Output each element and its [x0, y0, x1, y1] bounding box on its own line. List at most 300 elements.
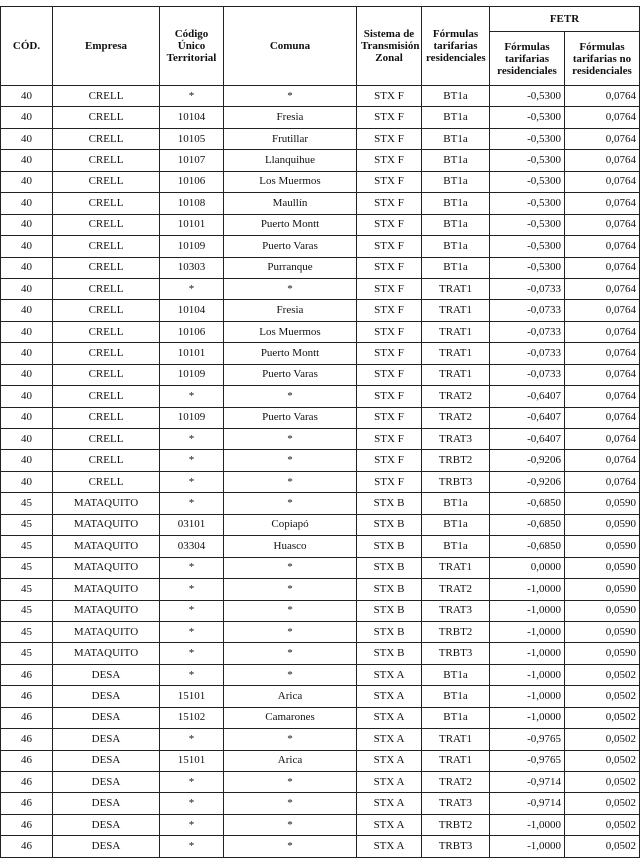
sistema-cell: STX B	[357, 514, 422, 535]
fetr-nores-cell: 0,0764	[565, 364, 640, 385]
formula-cell: TRAT1	[422, 729, 490, 750]
formula-cell: BT1a	[422, 257, 490, 278]
formula-cell: BT1a	[422, 514, 490, 535]
table-row	[1, 557, 640, 578]
table-row	[1, 750, 640, 771]
fetr-res-cell: -0,9714	[490, 793, 565, 814]
fetr-res-cell: -1,0000	[490, 600, 565, 621]
empresa-cell: CRELL	[53, 450, 160, 471]
fetr-nores-cell: 0,0502	[565, 772, 640, 793]
cod-cell: 45	[1, 536, 53, 557]
fetr-res-cell: -0,9714	[490, 772, 565, 793]
table-row	[1, 86, 640, 107]
fetr-res-cell: -1,0000	[490, 579, 565, 600]
fetr-res-cell: -1,0000	[490, 686, 565, 707]
comuna-cell: *	[224, 471, 357, 492]
table-row	[1, 686, 640, 707]
cod-cell: 40	[1, 278, 53, 299]
codigo-cell: *	[160, 729, 224, 750]
comuna-cell: Camarones	[224, 707, 357, 728]
fetr-nores-cell: 0,0590	[565, 579, 640, 600]
empresa-cell: DESA	[53, 750, 160, 771]
table-row	[1, 493, 640, 514]
codigo-cell: *	[160, 579, 224, 600]
sistema-cell: STX F	[357, 107, 422, 128]
sistema-cell: STX F	[357, 86, 422, 107]
codigo-cell: 10104	[160, 107, 224, 128]
empresa-cell: CRELL	[53, 214, 160, 235]
cod-cell: 40	[1, 321, 53, 342]
codigo-cell: 03304	[160, 536, 224, 557]
fetr-res-cell: -1,0000	[490, 707, 565, 728]
table-row	[1, 772, 640, 793]
cod-cell: 45	[1, 514, 53, 535]
formula-cell: BT1a	[422, 171, 490, 192]
fetr-res-cell: -0,6850	[490, 536, 565, 557]
comuna-cell: Puerto Varas	[224, 407, 357, 428]
empresa-cell: CRELL	[53, 193, 160, 214]
comuna-cell: *	[224, 557, 357, 578]
sistema-cell: STX F	[357, 278, 422, 299]
fetr-nores-cell: 0,0764	[565, 257, 640, 278]
fetr-res-cell: -0,6850	[490, 514, 565, 535]
codigo-cell: 15102	[160, 707, 224, 728]
empresa-cell: CRELL	[53, 128, 160, 149]
codigo-cell: *	[160, 493, 224, 514]
cod-cell: 40	[1, 386, 53, 407]
table-row	[1, 321, 640, 342]
cod-cell: 46	[1, 772, 53, 793]
sistema-cell: STX F	[357, 150, 422, 171]
table-row	[1, 579, 640, 600]
cod-cell: 46	[1, 686, 53, 707]
table-row	[1, 664, 640, 685]
formula-cell: TRAT3	[422, 429, 490, 450]
fetr-nores-cell: 0,0502	[565, 836, 640, 857]
codigo-cell: *	[160, 772, 224, 793]
formula-cell: BT1a	[422, 707, 490, 728]
sistema-cell: STX A	[357, 729, 422, 750]
cod-cell: 40	[1, 107, 53, 128]
table-row	[1, 836, 640, 857]
table-row	[1, 600, 640, 621]
table-row	[1, 707, 640, 728]
cod-cell: 40	[1, 214, 53, 235]
sistema-cell: STX F	[357, 471, 422, 492]
empresa-cell: CRELL	[53, 107, 160, 128]
fetr-res-cell: -0,9765	[490, 750, 565, 771]
fetr-nores-cell: 0,0764	[565, 236, 640, 257]
table-row	[1, 171, 640, 192]
formula-cell: BT1a	[422, 128, 490, 149]
cod-cell: 45	[1, 600, 53, 621]
sistema-cell: STX A	[357, 686, 422, 707]
codigo-cell: 10106	[160, 171, 224, 192]
formula-cell: TRAT2	[422, 386, 490, 407]
empresa-cell: MATAQUITO	[53, 493, 160, 514]
table-row	[1, 107, 640, 128]
formula-cell: BT1a	[422, 236, 490, 257]
header-fetr-no-residenciales: Fórmulas tarifarias no residenciales	[565, 32, 640, 86]
formula-cell: BT1a	[422, 536, 490, 557]
fetr-nores-cell: 0,0764	[565, 193, 640, 214]
fetr-res-cell: -0,0733	[490, 300, 565, 321]
empresa-cell: MATAQUITO	[53, 557, 160, 578]
cod-cell: 40	[1, 450, 53, 471]
sistema-cell: STX F	[357, 128, 422, 149]
formula-cell: BT1a	[422, 86, 490, 107]
sistema-cell: STX A	[357, 664, 422, 685]
cod-cell: 40	[1, 171, 53, 192]
sistema-cell: STX F	[357, 236, 422, 257]
comuna-cell: *	[224, 772, 357, 793]
comuna-cell: Fresia	[224, 107, 357, 128]
cod-cell: 46	[1, 729, 53, 750]
comuna-cell: Llanquihue	[224, 150, 357, 171]
fetr-nores-cell: 0,0590	[565, 557, 640, 578]
formula-cell: BT1a	[422, 664, 490, 685]
fetr-res-cell: -0,6407	[490, 386, 565, 407]
fetr-nores-cell: 0,0764	[565, 214, 640, 235]
empresa-cell: MATAQUITO	[53, 643, 160, 664]
fetr-nores-cell: 0,0590	[565, 643, 640, 664]
formula-cell: TRAT2	[422, 579, 490, 600]
cod-cell: 40	[1, 236, 53, 257]
codigo-cell: *	[160, 450, 224, 471]
cod-cell: 40	[1, 128, 53, 149]
formula-cell: TRBT2	[422, 814, 490, 835]
cod-cell: 40	[1, 300, 53, 321]
cod-cell: 40	[1, 429, 53, 450]
empresa-cell: DESA	[53, 793, 160, 814]
comuna-cell: Purranque	[224, 257, 357, 278]
comuna-cell: Frutillar	[224, 128, 357, 149]
formula-cell: BT1a	[422, 150, 490, 171]
fetr-nores-cell: 0,0502	[565, 750, 640, 771]
header-fetr: FETR	[490, 7, 640, 32]
empresa-cell: CRELL	[53, 236, 160, 257]
fetr-res-cell: -0,5300	[490, 128, 565, 149]
fetr-nores-cell: 0,0502	[565, 707, 640, 728]
tariff-table	[0, 6, 640, 858]
fetr-nores-cell: 0,0764	[565, 300, 640, 321]
table-row	[1, 257, 640, 278]
table-row	[1, 793, 640, 814]
empresa-cell: CRELL	[53, 150, 160, 171]
empresa-cell: CRELL	[53, 364, 160, 385]
fetr-nores-cell: 0,0502	[565, 686, 640, 707]
header-codigo: Código Único Territorial	[160, 7, 224, 86]
comuna-cell: *	[224, 729, 357, 750]
fetr-res-cell: -1,0000	[490, 621, 565, 642]
fetr-res-cell: -0,5300	[490, 214, 565, 235]
cod-cell: 46	[1, 664, 53, 685]
header-cod: CÓD.	[1, 7, 53, 86]
codigo-cell: *	[160, 814, 224, 835]
sistema-cell: STX B	[357, 493, 422, 514]
comuna-cell: Puerto Varas	[224, 236, 357, 257]
fetr-res-cell: 0,0000	[490, 557, 565, 578]
sistema-cell: STX A	[357, 750, 422, 771]
codigo-cell: 10104	[160, 300, 224, 321]
codigo-cell: 10109	[160, 364, 224, 385]
cod-cell: 40	[1, 343, 53, 364]
cod-cell: 45	[1, 621, 53, 642]
comuna-cell: *	[224, 664, 357, 685]
fetr-nores-cell: 0,0590	[565, 493, 640, 514]
codigo-cell: *	[160, 643, 224, 664]
table-row	[1, 300, 640, 321]
fetr-res-cell: -0,0733	[490, 364, 565, 385]
table-row	[1, 278, 640, 299]
empresa-cell: DESA	[53, 664, 160, 685]
sistema-cell: STX F	[357, 193, 422, 214]
cod-cell: 46	[1, 750, 53, 771]
fetr-nores-cell: 0,0764	[565, 86, 640, 107]
sistema-cell: STX F	[357, 214, 422, 235]
codigo-cell: *	[160, 793, 224, 814]
formula-cell: TRAT1	[422, 750, 490, 771]
codigo-cell: 10101	[160, 343, 224, 364]
fetr-res-cell: -0,5300	[490, 107, 565, 128]
comuna-cell: *	[224, 814, 357, 835]
comuna-cell: *	[224, 793, 357, 814]
comuna-cell: *	[224, 386, 357, 407]
fetr-res-cell: -0,0733	[490, 278, 565, 299]
fetr-nores-cell: 0,0764	[565, 429, 640, 450]
table-row	[1, 814, 640, 835]
fetr-nores-cell: 0,0764	[565, 450, 640, 471]
empresa-cell: CRELL	[53, 278, 160, 299]
comuna-cell: Puerto Montt	[224, 214, 357, 235]
fetr-res-cell: -1,0000	[490, 836, 565, 857]
fetr-nores-cell: 0,0764	[565, 150, 640, 171]
comuna-cell: *	[224, 643, 357, 664]
empresa-cell: CRELL	[53, 386, 160, 407]
codigo-cell: 10107	[160, 150, 224, 171]
cod-cell: 40	[1, 364, 53, 385]
sistema-cell: STX B	[357, 621, 422, 642]
fetr-res-cell: -0,5300	[490, 257, 565, 278]
codigo-cell: *	[160, 278, 224, 299]
empresa-cell: DESA	[53, 814, 160, 835]
sistema-cell: STX F	[357, 171, 422, 192]
empresa-cell: MATAQUITO	[53, 600, 160, 621]
formula-cell: TRAT3	[422, 600, 490, 621]
fetr-res-cell: -0,6407	[490, 407, 565, 428]
empresa-cell: DESA	[53, 707, 160, 728]
table-row	[1, 450, 640, 471]
fetr-res-cell: -0,5300	[490, 86, 565, 107]
comuna-cell: Los Muermos	[224, 321, 357, 342]
fetr-nores-cell: 0,0764	[565, 128, 640, 149]
table-body	[1, 86, 640, 858]
fetr-nores-cell: 0,0502	[565, 814, 640, 835]
table-header	[1, 7, 640, 86]
empresa-cell: DESA	[53, 836, 160, 857]
sistema-cell: STX B	[357, 557, 422, 578]
formula-cell: TRAT1	[422, 278, 490, 299]
codigo-cell: 10109	[160, 407, 224, 428]
fetr-res-cell: -0,9206	[490, 450, 565, 471]
fetr-nores-cell: 0,0764	[565, 171, 640, 192]
formula-cell: TRBT2	[422, 621, 490, 642]
empresa-cell: CRELL	[53, 86, 160, 107]
sistema-cell: STX F	[357, 386, 422, 407]
cod-cell: 40	[1, 471, 53, 492]
fetr-res-cell: -1,0000	[490, 643, 565, 664]
empresa-cell: CRELL	[53, 343, 160, 364]
table-row	[1, 729, 640, 750]
cod-cell: 40	[1, 257, 53, 278]
cod-cell: 46	[1, 814, 53, 835]
empresa-cell: CRELL	[53, 171, 160, 192]
table-row	[1, 150, 640, 171]
fetr-res-cell: -1,0000	[490, 664, 565, 685]
formula-cell: TRAT2	[422, 772, 490, 793]
empresa-cell: CRELL	[53, 407, 160, 428]
sistema-cell: STX F	[357, 407, 422, 428]
codigo-cell: 10109	[160, 236, 224, 257]
formula-cell: TRAT3	[422, 793, 490, 814]
sistema-cell: STX F	[357, 343, 422, 364]
comuna-cell: *	[224, 429, 357, 450]
comuna-cell: Copiapó	[224, 514, 357, 535]
formula-cell: TRAT1	[422, 557, 490, 578]
empresa-cell: CRELL	[53, 429, 160, 450]
table-row	[1, 364, 640, 385]
formula-cell: BT1a	[422, 493, 490, 514]
header-sistema: Sistema de Transmisión Zonal	[357, 7, 422, 86]
empresa-cell: MATAQUITO	[53, 514, 160, 535]
comuna-cell: *	[224, 600, 357, 621]
fetr-nores-cell: 0,0502	[565, 664, 640, 685]
cod-cell: 45	[1, 579, 53, 600]
table-row	[1, 621, 640, 642]
table-row	[1, 429, 640, 450]
table-row	[1, 128, 640, 149]
formula-cell: TRAT1	[422, 364, 490, 385]
fetr-nores-cell: 0,0502	[565, 793, 640, 814]
comuna-cell: *	[224, 493, 357, 514]
formula-cell: TRAT1	[422, 343, 490, 364]
codigo-cell: *	[160, 86, 224, 107]
empresa-cell: DESA	[53, 772, 160, 793]
formula-cell: TRBT3	[422, 643, 490, 664]
fetr-res-cell: -0,9765	[490, 729, 565, 750]
empresa-cell: DESA	[53, 729, 160, 750]
codigo-cell: 10101	[160, 214, 224, 235]
codigo-cell: *	[160, 471, 224, 492]
codigo-cell: 15101	[160, 750, 224, 771]
formula-cell: TRAT1	[422, 321, 490, 342]
fetr-res-cell: -0,5300	[490, 236, 565, 257]
fetr-nores-cell: 0,0590	[565, 514, 640, 535]
table-row	[1, 236, 640, 257]
formula-cell: TRBT2	[422, 450, 490, 471]
fetr-nores-cell: 0,0764	[565, 343, 640, 364]
header-empresa: Empresa	[53, 7, 160, 86]
fetr-res-cell: -0,9206	[490, 471, 565, 492]
comuna-cell: Arica	[224, 686, 357, 707]
comuna-cell: Puerto Montt	[224, 343, 357, 364]
cod-cell: 46	[1, 707, 53, 728]
codigo-cell: *	[160, 429, 224, 450]
codigo-cell: *	[160, 557, 224, 578]
comuna-cell: Fresia	[224, 300, 357, 321]
formula-cell: BT1a	[422, 214, 490, 235]
sistema-cell: STX A	[357, 772, 422, 793]
cod-cell: 46	[1, 836, 53, 857]
cod-cell: 40	[1, 150, 53, 171]
codigo-cell: *	[160, 836, 224, 857]
table-row	[1, 343, 640, 364]
codigo-cell: 10105	[160, 128, 224, 149]
sistema-cell: STX B	[357, 600, 422, 621]
fetr-nores-cell: 0,0764	[565, 107, 640, 128]
fetr-res-cell: -0,5300	[490, 150, 565, 171]
comuna-cell: *	[224, 836, 357, 857]
fetr-nores-cell: 0,0764	[565, 386, 640, 407]
fetr-nores-cell: 0,0764	[565, 471, 640, 492]
codigo-cell: 10303	[160, 257, 224, 278]
sistema-cell: STX A	[357, 836, 422, 857]
fetr-nores-cell: 0,0590	[565, 621, 640, 642]
sistema-cell: STX A	[357, 793, 422, 814]
fetr-nores-cell: 0,0764	[565, 321, 640, 342]
empresa-cell: MATAQUITO	[53, 536, 160, 557]
header-comuna: Comuna	[224, 7, 357, 86]
codigo-cell: 10106	[160, 321, 224, 342]
table-row	[1, 386, 640, 407]
sistema-cell: STX A	[357, 707, 422, 728]
comuna-cell: Puerto Varas	[224, 364, 357, 385]
codigo-cell: 15101	[160, 686, 224, 707]
formula-cell: BT1a	[422, 193, 490, 214]
sistema-cell: STX F	[357, 364, 422, 385]
table-row	[1, 536, 640, 557]
sistema-cell: STX F	[357, 429, 422, 450]
comuna-cell: Maullín	[224, 193, 357, 214]
fetr-nores-cell: 0,0764	[565, 278, 640, 299]
sistema-cell: STX F	[357, 450, 422, 471]
sistema-cell: STX B	[357, 643, 422, 664]
comuna-cell: Huasco	[224, 536, 357, 557]
sistema-cell: STX F	[357, 257, 422, 278]
comuna-cell: *	[224, 278, 357, 299]
table-row	[1, 514, 640, 535]
empresa-cell: MATAQUITO	[53, 579, 160, 600]
cod-cell: 45	[1, 557, 53, 578]
comuna-cell: *	[224, 86, 357, 107]
fetr-res-cell: -0,0733	[490, 321, 565, 342]
comuna-cell: Arica	[224, 750, 357, 771]
sistema-cell: STX A	[357, 814, 422, 835]
header-fetr-residenciales: Fórmulas tarifarias residenciales	[490, 32, 565, 86]
table-row	[1, 193, 640, 214]
cod-cell: 46	[1, 793, 53, 814]
empresa-cell: CRELL	[53, 300, 160, 321]
codigo-cell: *	[160, 386, 224, 407]
cod-cell: 40	[1, 193, 53, 214]
empresa-cell: MATAQUITO	[53, 621, 160, 642]
cod-cell: 40	[1, 86, 53, 107]
comuna-cell: *	[224, 450, 357, 471]
codigo-cell: *	[160, 600, 224, 621]
fetr-nores-cell: 0,0590	[565, 536, 640, 557]
formula-cell: TRAT1	[422, 300, 490, 321]
comuna-cell: *	[224, 579, 357, 600]
